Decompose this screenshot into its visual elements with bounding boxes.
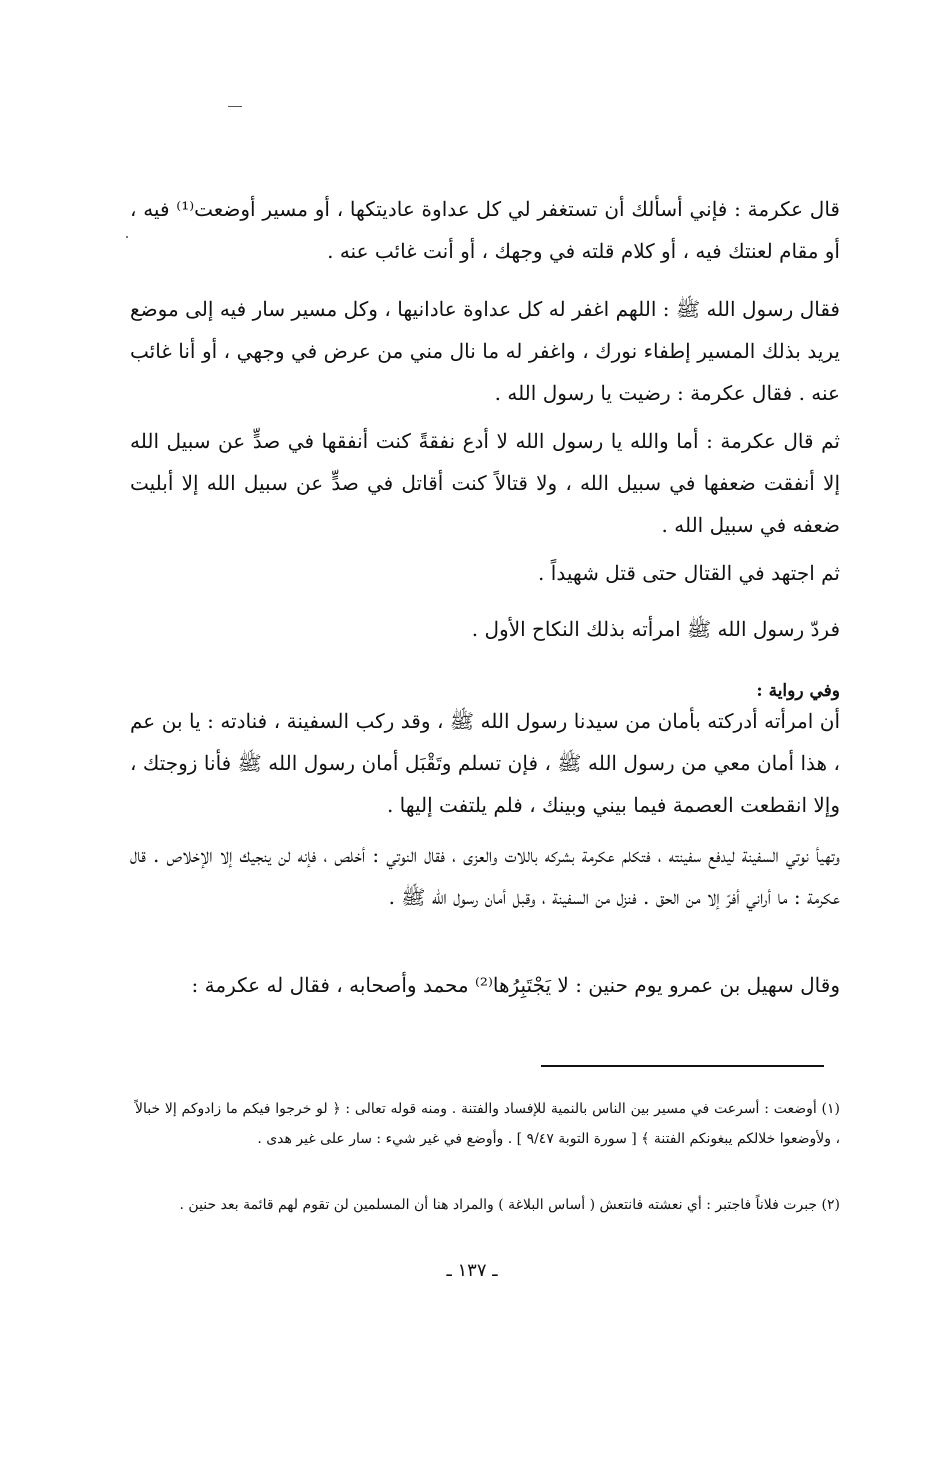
header-mark [228, 106, 242, 107]
paragraph-ikrima-request: قال عكرمة : فإني أسألك أن تستغفر لي كل عداوة عاديتكها ، أو مسير أوضعت⁽¹⁾ فيه ، أو مقام لعنتك فيه ، أو كلام قلته في وجهك ، أو أنت غائب عنه . [130, 197, 840, 263]
paragraph-ikrima-oath: ثم قال عكرمة : أما والله يا رسول الله لا أدع نفقةً كنت أنفقها في صدٍّ عن سبيل الله إلا أنفقت ضعفها في سبيل الله ، ولا قتالاً كنت أقاتل في صدٍّ عن سبيل الله إلا أبليت ضعفه في سبيل الله . [130, 429, 840, 537]
paragraph-wife-aman: أن امرأته أدركته بأمان من سيدنا رسول الله ﷺ ، وقد ركب السفينة ، فنادته : يا بن عم ، هذا أمان معي من رسول الله ﷺ ، فإن تسلم وتَقْبَل أمان رسول الله ﷺ فأنا زوجتك ، وإلا انقطعت العصمة فيما بيني وبينك ، فلم يلتفت إليها . [130, 709, 840, 817]
paragraph-prophet-prayer: فقال رسول الله ﷺ : اللهم اغفر له كل عداوة عادانيها ، وكل مسير سار فيه إلى موضع يريد بذلك المسير إطفاء نورك ، واغفر له ما نال مني من عرض في وجهي ، أو أنا غائب عنه . فقال عكرمة : رضيت يا رسول الله . [130, 297, 840, 405]
line-marriage-restored: فردّ رسول الله ﷺ امرأته بذلك النكاح الأول . [471, 617, 840, 641]
footnote-separator [541, 1065, 824, 1067]
footnote-1: (١) أوضعت : أسرعت في مسير بين الناس بالنمية للإفساد والفتنة . ومنه قوله تعالى : ﴿ لو خرجوا فيكم ما زادوكم إلا خبالاً ، ولأوضعوا خلالكم يبغونكم الفتنة ﴾ [ سورة التوبة ٩/٤٧ ] . وأوضع في غير شيء : سار على غير هدى . [135, 1101, 840, 1147]
line-martyrdom: ثم اجتهد في القتال حتى قتل شهيداً . [538, 561, 840, 585]
margin-speck [126, 236, 128, 238]
paragraph-sailor: وتهيأ نوتي السفينة ليدفع سفينته ، فتكلم عكرمة بشركه باللات والعزى ، فقال النوتي : أخلص ، فإنه لن ينجيك إلا الإخلاص . قال عكرمة : ما أراني أفرّ إلا من الحق . فنزل من السفينة ، وقبل أمان رسول الله ﷺ . [130, 843, 840, 909]
paragraph-suhail: وقال سهيل بن عمرو يوم حنين : لا يَجْتَبِرُها⁽²⁾ محمد وأصحابه ، فقال له عكرمة : [191, 973, 840, 997]
footnote-2: (٢) جبرت فلاناً فاجتبر : أي نعشته فانتعش ( أساس البلاغة ) والمراد هنا أن المسلمين لن تقوم لهم قائمة بعد حنين . [179, 1197, 840, 1213]
narration-label: وفي رواية : [756, 681, 840, 701]
page-number: ـ ١٣٧ ـ [446, 1260, 498, 1281]
